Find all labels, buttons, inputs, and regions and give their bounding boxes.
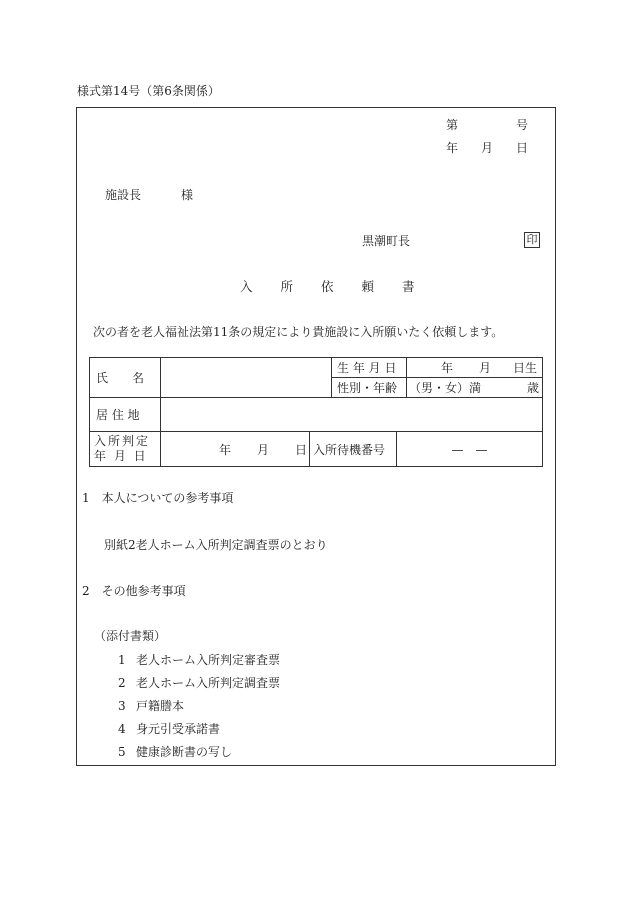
table-line bbox=[89, 357, 90, 467]
attachment-text: 老人ホーム入所判定調査票 bbox=[136, 676, 281, 690]
section1-heading: 1 本人についての参考事項 bbox=[82, 491, 234, 505]
addressee-title: 施設長 bbox=[105, 188, 142, 202]
section1-note: 別紙2老人ホーム入所判定調査票のとおり bbox=[104, 538, 328, 552]
table-line bbox=[331, 357, 332, 397]
attachments-heading: （添付書類） bbox=[94, 629, 167, 643]
judgment-label-line2: 年 月 日 bbox=[94, 449, 148, 463]
table-line bbox=[309, 431, 310, 466]
attachment-item bbox=[118, 676, 280, 690]
number-prefix: 第 bbox=[446, 118, 459, 132]
name-value bbox=[161, 358, 331, 397]
date-day: 日 bbox=[515, 141, 528, 155]
judgment-year: 年 bbox=[219, 442, 232, 457]
date-year: 年 bbox=[446, 141, 459, 155]
attachment-item bbox=[118, 722, 220, 736]
attachment-text: 身元引受承諾書 bbox=[136, 722, 221, 736]
table-line bbox=[542, 357, 543, 467]
judgment-label-line1: 入所判定 bbox=[94, 434, 151, 448]
attachment-item bbox=[118, 745, 232, 759]
name-label: 氏 名 bbox=[96, 371, 145, 385]
attachment-text: 戸籍謄本 bbox=[136, 699, 185, 713]
intro-text: 次の者を老人福祉法第11条の規定により貴施設に入所願いたく依頼します。 bbox=[93, 325, 504, 339]
seal-mark: 印 bbox=[524, 232, 540, 248]
waiting-number-label: 入所待機番号 bbox=[313, 442, 386, 457]
gender-age-label: 性別・年齢 bbox=[337, 381, 398, 395]
birth-day: 日生 bbox=[513, 361, 538, 375]
address-label: 居 住 地 bbox=[96, 408, 140, 422]
attachment-num: 5 bbox=[118, 745, 126, 759]
number-suffix: 号 bbox=[515, 118, 528, 132]
sender-name: 黒潮町長 bbox=[362, 234, 411, 248]
birthdate-value bbox=[407, 358, 542, 377]
attachment-text: 健康診断書の写し bbox=[136, 745, 233, 759]
judgment-date-label bbox=[94, 432, 158, 466]
document-title: 入所依頼書 bbox=[240, 279, 443, 294]
attachment-item bbox=[118, 699, 184, 713]
document-date-row bbox=[446, 141, 528, 155]
document-number-row bbox=[446, 118, 528, 132]
gender-age-value bbox=[409, 378, 539, 397]
judgment-month: 月 bbox=[257, 442, 270, 457]
addressee bbox=[105, 188, 193, 202]
birth-month: 月 bbox=[479, 361, 492, 375]
attachment-num: 1 bbox=[118, 653, 126, 667]
attachment-num: 4 bbox=[118, 722, 126, 736]
addressee-suffix: 様 bbox=[181, 188, 194, 202]
attachment-text: 老人ホーム入所判定審査票 bbox=[136, 653, 281, 667]
gender-age-text: （男・女）満 bbox=[409, 381, 482, 395]
date-month: 月 bbox=[480, 141, 493, 155]
attachment-num: 3 bbox=[118, 699, 126, 713]
age-unit: 歳 bbox=[526, 381, 539, 395]
form-label: 様式第14号（第6条関係） bbox=[77, 84, 220, 98]
attachment-item bbox=[118, 653, 280, 667]
section2-heading: 2 その他参考事項 bbox=[82, 584, 186, 598]
birthdate-label: 生 年 月 日 bbox=[337, 361, 397, 375]
waiting-number-value: — — bbox=[451, 442, 488, 457]
table-line bbox=[89, 466, 543, 467]
address-value bbox=[161, 398, 541, 431]
judgment-day: 日 bbox=[295, 442, 308, 457]
attachment-num: 2 bbox=[118, 676, 126, 690]
birth-year: 年 bbox=[441, 361, 454, 375]
judgment-date-value bbox=[161, 432, 309, 466]
